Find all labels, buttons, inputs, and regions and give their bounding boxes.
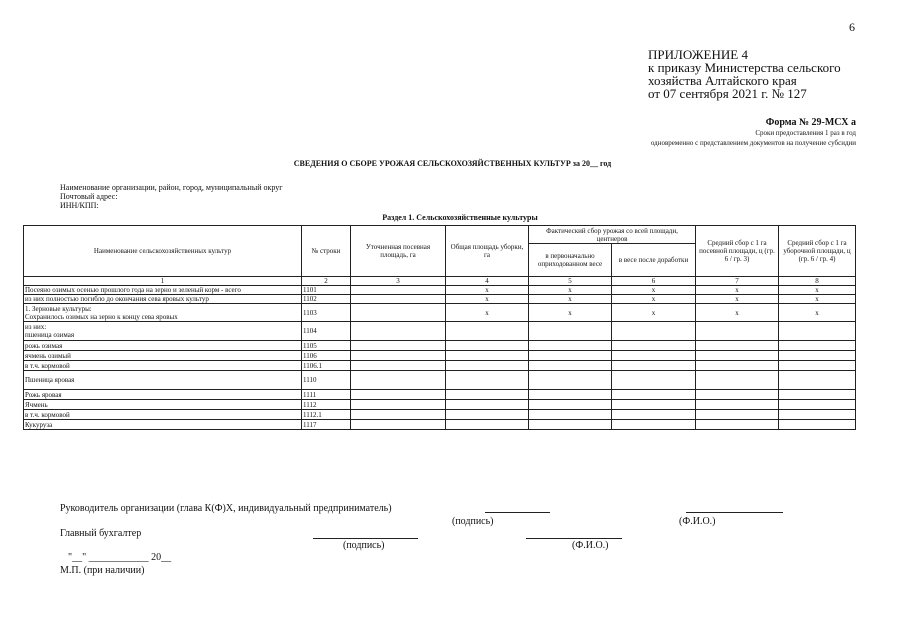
- row-cell-c4[interactable]: x: [446, 286, 529, 295]
- row-cell-c3[interactable]: [351, 304, 446, 322]
- row-cell-c7[interactable]: [696, 341, 779, 351]
- row-cell-c5[interactable]: [529, 390, 612, 400]
- row-crop-name-line: Рожь яровая: [25, 390, 62, 399]
- row-cell-c5[interactable]: [529, 420, 612, 430]
- column-number-2: 2: [302, 277, 351, 286]
- row-cell-c4[interactable]: [446, 322, 529, 341]
- head-signature-label: Руководитель организации (глава К(Ф)Х, индивидуальный предприниматель): [60, 503, 392, 514]
- row-cell-c8[interactable]: [779, 322, 856, 341]
- row-cell-c8[interactable]: [779, 400, 856, 410]
- table-row: [24, 286, 856, 295]
- page-number: 6: [849, 20, 855, 34]
- row-cell-c5[interactable]: [529, 400, 612, 410]
- column-number-5: 5: [529, 277, 612, 286]
- row-cell-c5[interactable]: [529, 351, 612, 361]
- row-cell-c4[interactable]: [446, 400, 529, 410]
- row-code: 1112.1: [302, 410, 351, 420]
- row-cell-c3[interactable]: [351, 322, 446, 341]
- row-cell-c4[interactable]: [446, 341, 529, 351]
- row-cell-c7[interactable]: [696, 410, 779, 420]
- row-crop-name: [24, 322, 302, 341]
- row-code: 1101: [302, 286, 351, 295]
- row-cell-c7[interactable]: x: [696, 304, 779, 322]
- row-crop-name-line: в т.ч. кормовой: [25, 361, 70, 370]
- accountant-fio-caption: (Ф.И.О.): [572, 540, 609, 551]
- row-cell-c7[interactable]: [696, 361, 779, 371]
- form-name: Форма № 29-МСХ а: [765, 117, 856, 128]
- row-crop-name-line: в т.ч. кормовой: [25, 410, 70, 419]
- row-cell-c7[interactable]: [696, 322, 779, 341]
- row-cell-c8[interactable]: [779, 371, 856, 390]
- table-row: [24, 351, 856, 361]
- header-avg-harvested: Средний сбор с 1 га уборочной площади, ц (гр. 6 / гр. 4): [779, 226, 856, 277]
- accountant-label: Главный бухгалтер: [60, 528, 142, 539]
- row-cell-c4[interactable]: [446, 420, 529, 430]
- row-crop-name: [24, 410, 302, 420]
- header-avg-sown: Средний сбор с 1 га посевной площади, ц (гр. 6 / гр. 3): [696, 226, 779, 277]
- appendix-line-1: ПРИЛОЖЕНИЕ 4: [648, 47, 748, 62]
- row-crop-name: [24, 400, 302, 410]
- row-cell-c6[interactable]: [612, 410, 696, 420]
- row-cell-c8[interactable]: [779, 351, 856, 361]
- header-crop-name: Наименование сельскохозяйственных культур: [24, 226, 302, 277]
- table-row: [24, 420, 856, 430]
- row-cell-c6[interactable]: [612, 371, 696, 390]
- row-cell-c3[interactable]: [351, 286, 446, 295]
- row-cell-c3[interactable]: [351, 371, 446, 390]
- table-row: [24, 371, 856, 390]
- row-cell-c8[interactable]: [779, 420, 856, 430]
- table-row: [24, 410, 856, 420]
- row-crop-name: [24, 286, 302, 295]
- row-cell-c3[interactable]: [351, 361, 446, 371]
- row-cell-c4[interactable]: x: [446, 295, 529, 304]
- inn-kpp-label: ИНН/КПП:: [60, 201, 99, 210]
- row-cell-c3[interactable]: [351, 351, 446, 361]
- row-cell-c4[interactable]: [446, 371, 529, 390]
- appendix-line-2: к приказу Министерства сельского: [648, 60, 841, 75]
- row-crop-name-line: 1. Зерновые культуры:: [25, 304, 92, 313]
- row-crop-name-line-2: пшеница озимая: [25, 331, 75, 339]
- date-field: "__" ____________ 20__: [68, 552, 172, 563]
- column-number-8: 8: [779, 277, 856, 286]
- row-cell-c6[interactable]: [612, 361, 696, 371]
- table-row: [24, 322, 856, 341]
- row-cell-c6[interactable]: x: [612, 304, 696, 322]
- row-code: 1105: [302, 341, 351, 351]
- table-row: [24, 400, 856, 410]
- row-cell-c7[interactable]: [696, 390, 779, 400]
- appendix-line-4: от 07 сентября 2021 г. № 127: [648, 86, 807, 101]
- head-fio-caption: (Ф.И.О.): [679, 516, 716, 527]
- header-row-number: № строки: [302, 226, 351, 277]
- row-code: 1111: [302, 390, 351, 400]
- row-cell-c6[interactable]: [612, 420, 696, 430]
- deadline-line-2: одновременно с представлением документов на получение субсидии: [650, 139, 856, 147]
- row-cell-c5[interactable]: x: [529, 295, 612, 304]
- row-cell-c3[interactable]: [351, 420, 446, 430]
- organization-block: [60, 183, 283, 210]
- row-cell-c8[interactable]: [779, 341, 856, 351]
- column-number-7: 7: [696, 277, 779, 286]
- row-crop-name: [24, 304, 302, 322]
- row-crop-name-line-2: Сохранилось озимых на зерно к концу сева яровых: [25, 312, 178, 321]
- row-code: 1104: [302, 322, 351, 341]
- appendix-block: [648, 48, 841, 100]
- stamp-label: М.П. (при наличии): [60, 565, 145, 576]
- accountant-fio-line: [526, 538, 622, 539]
- table-row: [24, 361, 856, 371]
- row-cell-c4[interactable]: [446, 390, 529, 400]
- row-cell-c8[interactable]: [779, 410, 856, 420]
- row-crop-name: [24, 351, 302, 361]
- table-row: [24, 390, 856, 400]
- row-crop-name-line: Посеяно озимых осенью прошлого года на зерно и зеленый корм - всего: [25, 286, 241, 294]
- row-cell-c3[interactable]: [351, 390, 446, 400]
- org-name-label: Наименование организации, район, город, муниципальный округ: [60, 183, 283, 192]
- row-crop-name-line: Пшеница яровая: [25, 376, 75, 384]
- row-cell-c8[interactable]: [779, 361, 856, 371]
- row-cell-c3[interactable]: [351, 400, 446, 410]
- accountant-signature-line: [313, 538, 418, 539]
- table-row: [24, 295, 856, 304]
- row-code: 1110: [302, 371, 351, 390]
- document-title: СВЕДЕНИЯ О СБОРЕ УРОЖАЯ СЕЛЬСКОХОЗЯЙСТВЕННЫХ КУЛЬТУР за 20__ год: [293, 159, 612, 168]
- row-cell-c3[interactable]: [351, 295, 446, 304]
- postal-address-label: Почтовый адрес:: [60, 192, 118, 201]
- row-cell-c8[interactable]: x: [779, 295, 856, 304]
- header-initial-weight: в первоначально оприходованном весе: [529, 244, 612, 277]
- row-cell-c6[interactable]: x: [612, 295, 696, 304]
- row-cell-c7[interactable]: x: [696, 286, 779, 295]
- row-crop-name: [24, 361, 302, 371]
- table-row: [24, 304, 856, 322]
- row-cell-c6[interactable]: x: [612, 286, 696, 295]
- row-cell-c7[interactable]: [696, 420, 779, 430]
- row-cell-c6[interactable]: [612, 322, 696, 341]
- row-cell-c3[interactable]: [351, 410, 446, 420]
- row-cell-c8[interactable]: x: [779, 286, 856, 295]
- head-fio-line: [686, 512, 783, 513]
- row-cell-c4[interactable]: [446, 361, 529, 371]
- row-cell-c5[interactable]: [529, 322, 612, 341]
- row-crop-name-line: из них:: [25, 323, 47, 331]
- head-signature-line: [485, 512, 550, 513]
- accountant-signature-caption: (подпись): [343, 540, 385, 551]
- row-cell-c3[interactable]: [351, 341, 446, 351]
- deadline-text: [651, 128, 856, 148]
- row-cell-c5[interactable]: x: [529, 286, 612, 295]
- row-crop-name: [24, 295, 302, 304]
- harvest-table: [23, 225, 856, 430]
- column-number-1: 1: [24, 277, 302, 286]
- row-cell-c6[interactable]: [612, 400, 696, 410]
- row-crop-name-line: ячмень озимый: [25, 351, 71, 360]
- row-code: 1106: [302, 351, 351, 361]
- row-cell-c4[interactable]: x: [446, 304, 529, 322]
- row-crop-name-line: из них полностью погибло до окончания сева яровых культур: [25, 295, 209, 303]
- header-sown-area: Уточненная посевная площадь, га: [351, 226, 446, 277]
- header-actual-harvest: Фактический сбор урожая со всей площади, центнеров: [529, 226, 696, 244]
- row-crop-name-line: Ячмень: [25, 400, 48, 409]
- table-row: [24, 341, 856, 351]
- row-cell-c8[interactable]: [779, 390, 856, 400]
- column-number-3: 3: [351, 277, 446, 286]
- row-cell-c5[interactable]: [529, 341, 612, 351]
- row-cell-c5[interactable]: [529, 361, 612, 371]
- header-after-processing: в весе после доработки: [612, 244, 696, 277]
- row-cell-c5[interactable]: x: [529, 304, 612, 322]
- appendix-line-3: хозяйства Алтайского края: [648, 73, 797, 88]
- column-number-4: 4: [446, 277, 529, 286]
- section-title: Раздел 1. Сельскохозяйственные культуры: [382, 213, 538, 222]
- row-cell-c8[interactable]: x: [779, 304, 856, 322]
- row-cell-c7[interactable]: [696, 351, 779, 361]
- row-cell-c6[interactable]: [612, 351, 696, 361]
- row-crop-name: [24, 341, 302, 351]
- row-code: 1102: [302, 295, 351, 304]
- row-code: 1106.1: [302, 361, 351, 371]
- row-crop-name-line: рожь озимая: [25, 341, 63, 350]
- row-cell-c4[interactable]: [446, 351, 529, 361]
- row-code: 1117: [302, 420, 351, 430]
- column-number-6: 6: [612, 277, 696, 286]
- row-cell-c7[interactable]: [696, 400, 779, 410]
- row-crop-name: [24, 371, 302, 390]
- row-cell-c6[interactable]: [612, 341, 696, 351]
- header-harvest-area: Общая площадь уборки, га: [446, 226, 529, 277]
- head-signature-caption: (подпись): [452, 516, 494, 527]
- row-code: 1103: [302, 304, 351, 322]
- row-crop-name-line: Кукуруза: [25, 420, 53, 429]
- row-cell-c6[interactable]: [612, 390, 696, 400]
- row-crop-name: [24, 420, 302, 430]
- row-cell-c5[interactable]: [529, 371, 612, 390]
- row-cell-c5[interactable]: [529, 410, 612, 420]
- row-cell-c7[interactable]: [696, 371, 779, 390]
- deadline-line-1: Сроки предоставления 1 раз в год: [755, 129, 856, 137]
- row-cell-c7[interactable]: x: [696, 295, 779, 304]
- row-code: 1112: [302, 400, 351, 410]
- row-crop-name: [24, 390, 302, 400]
- row-cell-c4[interactable]: [446, 410, 529, 420]
